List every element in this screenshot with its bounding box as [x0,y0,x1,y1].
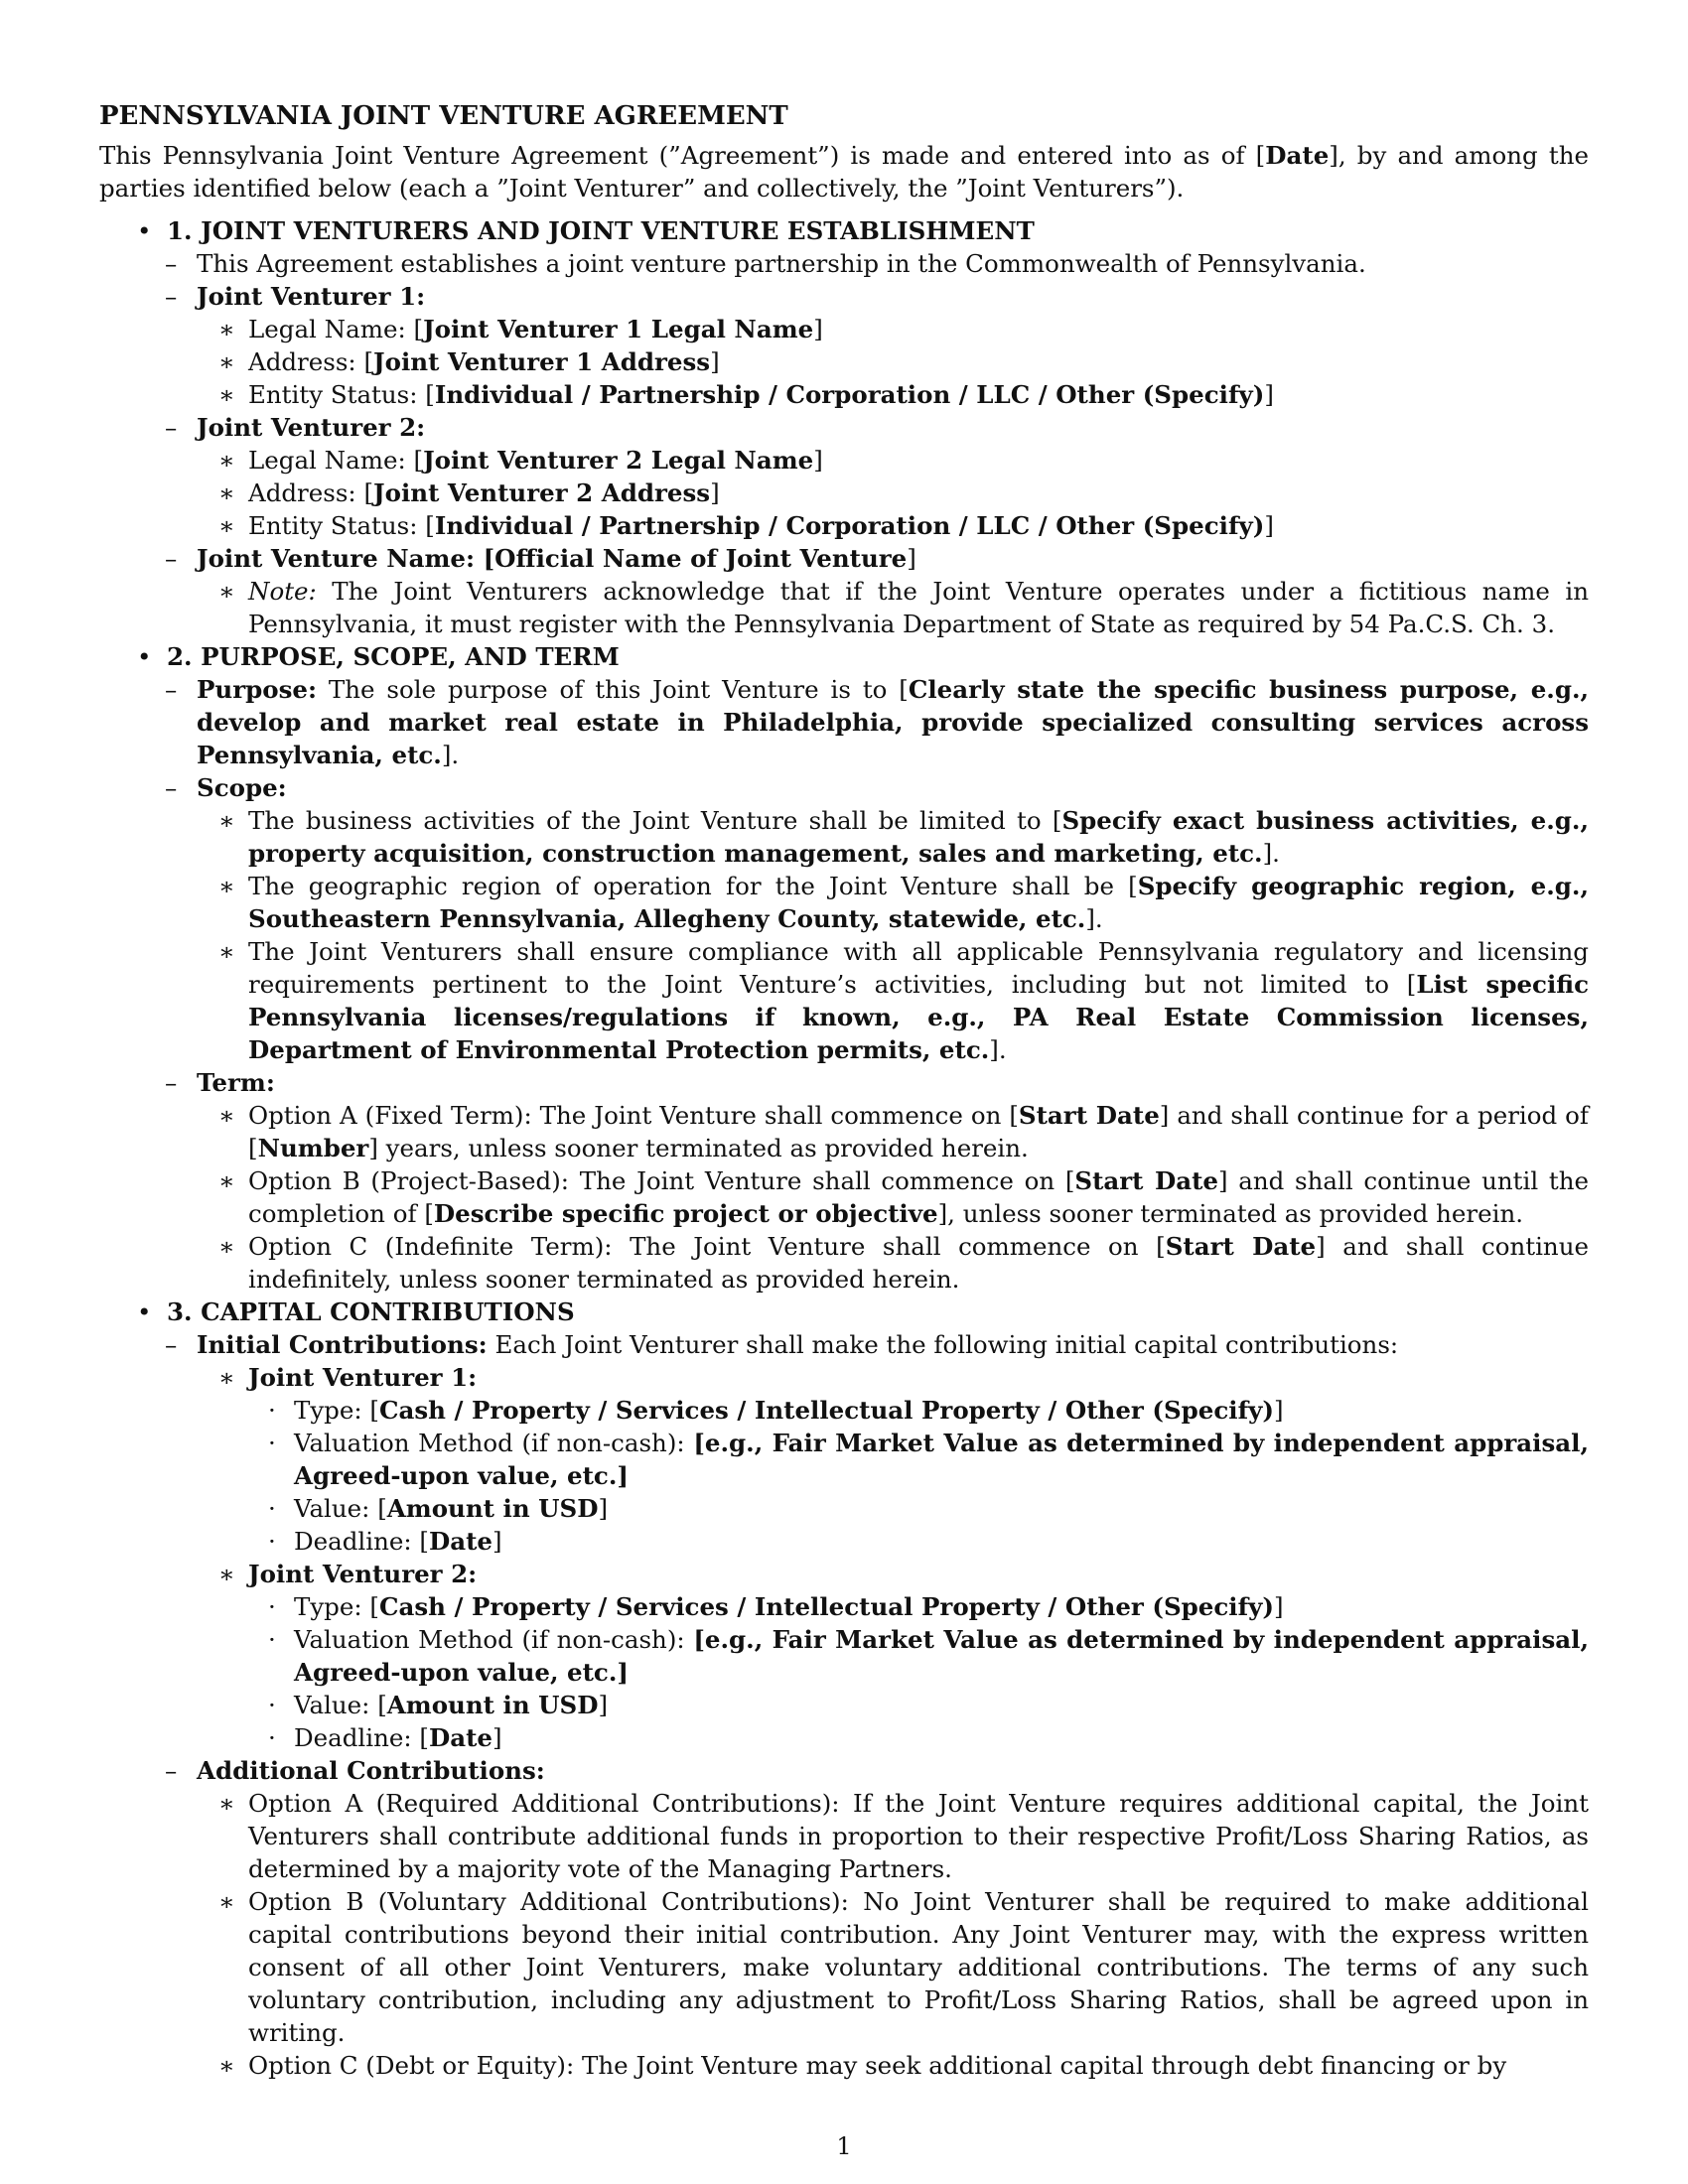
dash-marker: – [165,544,178,573]
contribution-jv2: ∗ Joint Venturer 2: · Type: [Cash / Property / Services / Intellectual Property / Other (Specify)] · Valuation Method (if non-cash): [e.g., Fair Market Value as determined by independent appraisal, Agreed-upon value, etc.] · Value: [Amount in USD] · Deadline: [Date] [218,1560,1589,1752]
star-marker: ∗ [218,1789,235,1818]
list-item: ∗ Option A (Required Additional Contributions): If the Joint Venture requires additional capital, the Joint Venturers shall contribute additional funds in proportion to their respective Profit/Loss Sharing Ratios, as determined by a majority vote of the Managing Partners. [218,1789,1589,1883]
list-item: · Valuation Method (if non-cash): [e.g., Fair Market Value as determined by independent appraisal, Agreed-upon value, etc.] [268,1625,1589,1687]
document-page [99,99,1589,2082]
joint-venturer-2-block: – Joint Venturer 2: ∗ Legal Name: [Joint Venturer 2 Legal Name] ∗ Address: [Joint Venturer 2 Address] ∗ Entity Status: [Individual / Partnership / Corporation / LLC / Other (Specify)] [197,411,1589,542]
document-title: PENNSYLVANIA JOINT VENTURE AGREEMENT [99,101,788,131]
bullet-marker: • [137,642,152,671]
list-item: ∗ Option B (Project-Based): The Joint Venture shall commence on [Start Date] and shall continue until the completion of [Describe specific project or objective], unless sooner terminated as provided herein. [218,1166,1589,1228]
star-marker: ∗ [218,315,235,343]
section-2-heading: 2. PURPOSE, SCOPE, AND TERM [167,642,620,671]
scope-block: – Scope: ∗ The business activities of the Joint Venture shall be limited to [Specify exact business activities, e.g., property acquisition, construction management, sales and marketing, etc.]. ∗ The geographic region of operation for the Joint Venture shall be [Specify geographic region, e.g., Southeastern Pennsylvania, Allegheny County, statewide, etc.]. ∗ The Joint Venturers shall ensure compliance with all applicable Pennsylvania regulatory and licensing requirements pertinent to the Joint Venture’s activities, including but not limited to [List specific Pennsylvania licenses/regulations if known, e.g., PA Real Estate Commission licenses, Department of Environmental Protection permits, etc.]. [165,773,1590,1064]
dot-marker: · [268,1691,276,1719]
dash-marker: – [165,1068,178,1097]
list-item: · Type: [Cash / Property / Services / Intellectual Property / Other (Specify)] [268,1396,1284,1425]
star-marker: ∗ [218,380,235,409]
joint-venture-name-block: – Joint Venture Name: [Official Name of Joint Venture] ∗ Note: The Joint Venturers acknowledge that if the Joint Venture operates under a fictitious name in Pennsylvania, it must register with the Pennsylvania Department of State as required by 54 Pa.C.S. Ch. 3. [165,544,1589,638]
dash-marker: – [165,249,178,278]
list-item: · Valuation Method (if non-cash): [e.g., Fair Market Value as determined by independent appraisal, Agreed-upon value, etc.] [268,1429,1589,1490]
intro-paragraph: This Pennsylvania Joint Venture Agreement (”Agreement”) is made and entered into as of [Date], by and among the parties identified below (each a ”Joint Venturer” and collectively, the ”Joint Venturers”). [99,141,1589,203]
section-2 [99,640,1589,1296]
star-marker: ∗ [218,577,235,606]
section-3 [99,1296,1589,2082]
list-item: ∗ Legal Name: [Joint Venturer 1 Legal Name] [218,315,823,343]
dash-marker: – [165,1756,178,1785]
list-item: ∗ Address: [Joint Venturer 2 Address] [218,478,720,507]
star-marker: ∗ [218,2051,235,2080]
list-item: ∗ Option B (Voluntary Additional Contributions): No Joint Venturer shall be required to make additional capital contributions beyond their initial contribution. Any Joint Venturer may, with the express written consent of all other Joint Venturers, make voluntary additional contributions. The terms of any such voluntary contribution, including any adjustment to Profit/Loss Sharing Ratios, shall be agreed upon in writing. [218,1887,1589,2047]
dot-marker: · [268,1494,276,1523]
contribution-jv1: ∗ Joint Venturer 1: · Type: [Cash / Property / Services / Intellectual Property / Other (Specify)] · Valuation Method (if non-cash): [e.g., Fair Market Value as determined by independent appraisal, Agreed-upon value, etc.] · Value: [Amount in USD] · Deadline: [Date] [218,1363,1589,1556]
dash-marker: – [165,675,178,704]
list-item: · Value: [Amount in USD] [268,1494,609,1523]
star-marker: ∗ [218,1887,235,1916]
star-marker: ∗ [218,347,235,376]
list-item: · Type: [Cash / Property / Services / Intellectual Property / Other (Specify)] [268,1592,1284,1621]
star-marker: ∗ [218,1232,235,1261]
joint-venturer-1-block: – Joint Venturer 1: ∗ Legal Name: [Joint Venturer 1 Legal Name] ∗ Address: [Joint Venturer 1 Address] ∗ Entity Status: [Individual / Partnership / Corporation / LLC / Other (Specify)] [197,280,1589,411]
list-item: – This Agreement establishes a joint venture partnership in the Commonwealth of Pennsylvania. [165,249,1366,278]
list-item: ∗ Address: [Joint Venturer 1 Address] [218,347,720,376]
list-item: · Value: [Amount in USD] [268,1691,609,1719]
star-marker: ∗ [218,511,235,540]
dot-marker: · [268,1625,276,1654]
section-3-heading: 3. CAPITAL CONTRIBUTIONS [167,1297,575,1326]
list-item: · Deadline: [Date] [268,1723,502,1752]
term-block: – Term: ∗ Option A (Fixed Term): The Joint Venture shall commence on [Start Date] and shall continue for a period of [Number] years, unless sooner terminated as provided herein. ∗ Option B (Project-Based): The Joint Venture shall commence on [Start Date] and shall continue until the completion of [Describe specific project or objective], unless sooner terminated as provided herein. ∗ Option C (Indefinite Term): The Joint Venture shall commence on [Start Date] and shall continue indefinitely, unless sooner terminated as provided herein. [165,1068,1589,1294]
star-marker: ∗ [218,1363,235,1392]
list-item: ∗ The Joint Venturers shall ensure compliance with all applicable Pennsylvania regulatory and licensing requirements pertinent to the Joint Venture’s activities, including but not limited to [List specific Pennsylvania licenses/regulations if known, e.g., PA Real Estate Commission licenses, Department of Environmental Protection permits, etc.]. [218,937,1590,1064]
list-item: ∗ The business activities of the Joint Venture shall be limited to [Specify exact business activities, e.g., property acquisition, construction management, sales and marketing, etc.]. [218,806,1589,868]
star-marker: ∗ [218,872,235,900]
note-item: ∗ Note: The Joint Venturers acknowledge that if the Joint Venture operates under a fictitious name in Pennsylvania, it must register with the Pennsylvania Department of State as required by 54 Pa.C.S. Ch. 3. [218,577,1589,638]
star-marker: ∗ [218,937,235,966]
bullet-marker: • [137,216,152,245]
list-item: ∗ Entity Status: [Individual / Partnership / Corporation / LLC / Other (Specify)] [218,380,1274,409]
star-marker: ∗ [218,1166,235,1195]
initial-contributions-block: – Initial Contributions: Each Joint Venturer shall make the following initial capital contributions: ∗ Joint Venturer 1: · Type: [Cash / Property / Services / Intellectual Property / Other (Specify)] · Valuation Method (if non-cash): [e.g., Fair Market Value as determined by independent appraisal, Agreed-upon value, etc.] · Value: [Amount in USD] · Deadline: [Date] ∗ Joint Venturer 2: · Type: [Cash / Property / Services / Intellectual Property / Other (Specify)] · Valuation Method (if non-cash): [e.g., Fair Market Value as determined by independent appraisal, Agreed-upon value, etc.] · Value: [Amount in USD] · Deadline: [Date] [165,1330,1589,1752]
dash-marker: – [165,413,178,442]
dash-marker: – [165,1330,178,1359]
list-item: ∗ Entity Status: [Individual / Partnership / Corporation / LLC / Other (Specify)] [218,511,1274,540]
sections-list [99,214,1589,2082]
page-number: 1 [836,2132,852,2160]
star-marker: ∗ [218,1560,235,1588]
bullet-marker: • [137,1297,152,1326]
section-1 [99,214,1589,640]
purpose-item: – Purpose: The sole purpose of this Joint Venture is to [Clearly state the specific business purpose, e.g., develop and market real estate in Philadelphia, provide specialized consulting services across Pennsylvania, etc.]. [165,675,1590,769]
star-marker: ∗ [218,806,235,835]
star-marker: ∗ [218,1101,235,1130]
star-marker: ∗ [218,478,235,507]
list-item: ∗ Option C (Indefinite Term): The Joint Venture shall commence on [Start Date] and shall continue indefinitely, unless sooner terminated as provided herein. [218,1232,1589,1294]
dot-marker: · [268,1723,276,1752]
dot-marker: · [268,1429,276,1457]
list-item: · Deadline: [Date] [268,1527,502,1556]
list-item: ∗ Option C (Debt or Equity): The Joint Venture may seek additional capital through debt financing or by [218,2051,1507,2080]
dash-marker: – [165,773,178,802]
dot-marker: · [268,1396,276,1425]
dash-marker: – [165,282,178,311]
list-item: ∗ The geographic region of operation for the Joint Venture shall be [Specify geographic region, e.g., Southeastern Pennsylvania, Allegheny County, statewide, etc.]. [218,872,1589,933]
dot-marker: · [268,1592,276,1621]
star-marker: ∗ [218,446,235,475]
section-1-heading: 1. JOINT VENTURERS AND JOINT VENTURE ESTABLISHMENT [167,216,1035,245]
dot-marker: · [268,1527,276,1556]
additional-contributions-block: – Additional Contributions: ∗ Option A (Required Additional Contributions): If the Joint Venture requires additional capital, the Joint Venturers shall contribute additional funds in proportion to their respective Profit/Loss Sharing Ratios, as determined by a majority vote of the Managing Partners. ∗ Option B (Voluntary Additional Contributions): No Joint Venturer shall be required to make additional capital contributions beyond their initial contribution. Any Joint Venturer may, with the express written consent of all other Joint Venturers, make voluntary additional contributions. The terms of any such voluntary contribution, including any adjustment to Profit/Loss Sharing Ratios, shall be agreed upon in writing. ∗ Option C (Debt or Equity): The Joint Venture may seek additional capital through debt financing or by [165,1756,1589,2080]
list-item: ∗ Legal Name: [Joint Venturer 2 Legal Name] [218,446,823,475]
list-item: ∗ Option A (Fixed Term): The Joint Venture shall commence on [Start Date] and shall continue for a period of [Number] years, unless sooner terminated as provided herein. [218,1101,1589,1162]
